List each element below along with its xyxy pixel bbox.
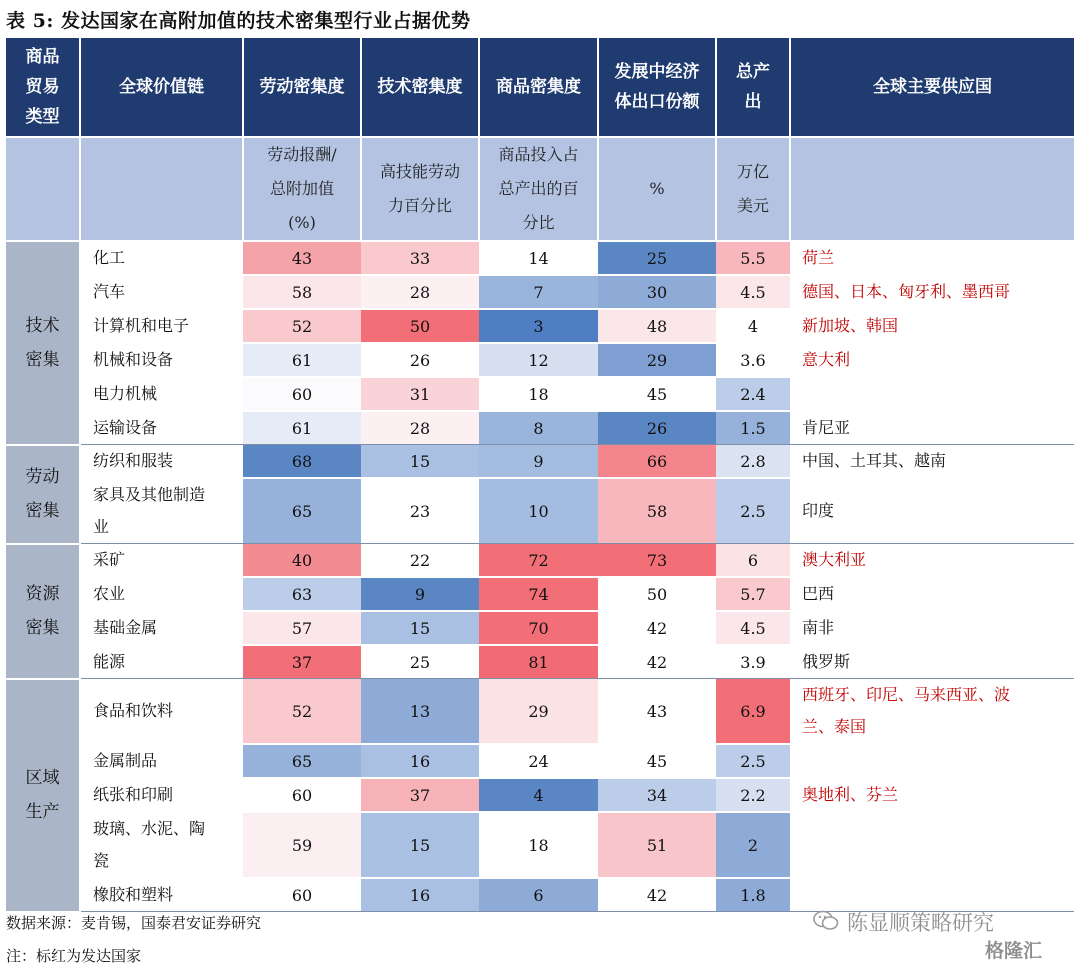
industry-cell: 能源	[80, 645, 243, 679]
labor-share-cell: 52	[243, 679, 361, 745]
labor-share-cell: 58	[243, 275, 361, 309]
export-share-cell: 73	[598, 544, 716, 578]
subheader-output-unit: 万亿 美元	[716, 137, 790, 241]
goods-share-cell: 81	[479, 645, 598, 679]
goods-share-cell: 8	[479, 411, 598, 445]
industry-cell: 食品和饮料	[80, 679, 243, 745]
industry-cell: 电力机械	[80, 377, 243, 411]
subheader-empty	[790, 137, 1074, 241]
header-main-suppliers: 全球主要供应国	[790, 38, 1074, 137]
export-share-cell: 45	[598, 744, 716, 778]
labor-share-cell: 65	[243, 478, 361, 544]
output-cell: 4.5	[716, 275, 790, 309]
goods-share-cell: 29	[479, 679, 598, 745]
goods-share-cell: 74	[479, 577, 598, 611]
goods-share-cell: 72	[479, 544, 598, 578]
output-cell: 2.5	[716, 478, 790, 544]
labor-share-cell: 65	[243, 744, 361, 778]
table-row	[6, 309, 1074, 343]
output-cell: 4.5	[716, 611, 790, 645]
export-share-cell: 42	[598, 645, 716, 679]
tech-share-cell: 25	[361, 645, 479, 679]
goods-share-cell: 24	[479, 744, 598, 778]
supplier-cell: 中国、土耳其、越南	[790, 445, 1074, 479]
goods-share-cell: 4	[479, 778, 598, 812]
table-row	[6, 478, 1074, 544]
goods-share-cell: 18	[479, 377, 598, 411]
goods-share-cell: 12	[479, 343, 598, 377]
goods-share-cell: 10	[479, 478, 598, 544]
tech-share-cell: 15	[361, 812, 479, 878]
output-cell: 1.8	[716, 878, 790, 912]
industry-cell: 金属制品	[80, 744, 243, 778]
subheader-row	[6, 137, 1074, 241]
subheader-empty	[6, 137, 80, 241]
goods-share-cell: 70	[479, 611, 598, 645]
category-cell: 资源 密集	[6, 544, 80, 679]
header-labor-intensity: 劳动密集度	[243, 38, 361, 137]
industry-cell: 玻璃、水泥、陶 瓷	[80, 812, 243, 878]
industry-cell: 机械和设备	[80, 343, 243, 377]
industry-cell: 计算机和电子	[80, 309, 243, 343]
tech-share-cell: 22	[361, 544, 479, 578]
supplier-cell: 巴西	[790, 577, 1074, 611]
watermark-text: 陈显顺策略研究	[847, 911, 994, 935]
output-cell: 6.9	[716, 679, 790, 745]
header-export-share: 发展中经济 体出口份额	[598, 38, 716, 137]
goods-share-cell: 14	[479, 241, 598, 275]
tech-share-cell: 15	[361, 611, 479, 645]
export-share-cell: 51	[598, 812, 716, 878]
tech-share-cell: 13	[361, 679, 479, 745]
table-row	[6, 812, 1074, 878]
table-row	[6, 544, 1074, 578]
industry-cell: 家具及其他制造 业	[80, 478, 243, 544]
table-row	[6, 377, 1074, 411]
supplier-cell	[790, 812, 1074, 878]
watermark-logo-text: 格隆汇	[985, 940, 1043, 962]
industry-cell: 橡胶和塑料	[80, 878, 243, 912]
goods-share-cell: 3	[479, 309, 598, 343]
supplier-cell: 德国、日本、匈牙利、墨西哥	[790, 275, 1074, 309]
output-cell: 6	[716, 544, 790, 578]
supplier-cell: 肯尼亚	[790, 411, 1074, 445]
table-row	[6, 611, 1074, 645]
header-tech-intensity: 技术密集度	[361, 38, 479, 137]
supplier-cell: 俄罗斯	[790, 645, 1074, 679]
export-share-cell: 43	[598, 679, 716, 745]
export-share-cell: 50	[598, 577, 716, 611]
header-goods-intensity: 商品密集度	[479, 38, 598, 137]
subheader-tech-unit: 高技能劳动 力百分比	[361, 137, 479, 241]
labor-share-cell: 43	[243, 241, 361, 275]
subheader-share-unit: %	[598, 137, 716, 241]
tech-share-cell: 28	[361, 275, 479, 309]
industry-cell: 采矿	[80, 544, 243, 578]
goods-share-cell: 6	[479, 878, 598, 912]
labor-share-cell: 37	[243, 645, 361, 679]
subheader-empty	[80, 137, 243, 241]
industry-cell: 纺织和服装	[80, 445, 243, 479]
output-cell: 2.5	[716, 744, 790, 778]
tech-share-cell: 31	[361, 377, 479, 411]
industry-cell: 运输设备	[80, 411, 243, 445]
labor-share-cell: 57	[243, 611, 361, 645]
supplier-cell: 南非	[790, 611, 1074, 645]
tech-share-cell: 16	[361, 744, 479, 778]
supplier-cell	[790, 377, 1074, 411]
tech-share-cell: 9	[361, 577, 479, 611]
tech-share-cell: 23	[361, 478, 479, 544]
table-row	[6, 241, 1074, 275]
output-cell: 3.9	[716, 645, 790, 679]
table-row	[6, 275, 1074, 309]
category-cell: 技术 密集	[6, 241, 80, 445]
table-row	[6, 411, 1074, 445]
table-row	[6, 679, 1074, 745]
labor-share-cell: 61	[243, 411, 361, 445]
industry-cell: 基础金属	[80, 611, 243, 645]
industry-cell: 化工	[80, 241, 243, 275]
table-body	[6, 241, 1074, 912]
labor-share-cell: 52	[243, 309, 361, 343]
export-share-cell: 58	[598, 478, 716, 544]
output-cell: 2.8	[716, 445, 790, 479]
supplier-cell: 意大利	[790, 343, 1074, 377]
output-cell: 2	[716, 812, 790, 878]
table-row	[6, 744, 1074, 778]
footnote: 注：标红为发达国家	[6, 947, 142, 965]
labor-share-cell: 40	[243, 544, 361, 578]
tech-share-cell: 37	[361, 778, 479, 812]
source-note: 数据来源：麦肯锡，国泰君安证券研究	[6, 914, 262, 932]
header-total-output: 总产 出	[716, 38, 790, 137]
export-share-cell: 34	[598, 778, 716, 812]
output-cell: 2.4	[716, 377, 790, 411]
category-cell: 劳动 密集	[6, 445, 80, 544]
labor-share-cell: 68	[243, 445, 361, 479]
header-row	[6, 38, 1074, 137]
export-share-cell: 42	[598, 611, 716, 645]
supplier-cell	[790, 744, 1074, 778]
subheader-goods-unit: 商品投入占 总产出的百 分比	[479, 137, 598, 241]
table-row	[6, 778, 1074, 812]
export-share-cell: 45	[598, 377, 716, 411]
table-row	[6, 577, 1074, 611]
export-share-cell: 29	[598, 343, 716, 377]
output-cell: 1.5	[716, 411, 790, 445]
table-row	[6, 343, 1074, 377]
goods-share-cell: 18	[479, 812, 598, 878]
data-table	[6, 38, 1074, 913]
labor-share-cell: 59	[243, 812, 361, 878]
industry-cell: 农业	[80, 577, 243, 611]
output-cell: 5.5	[716, 241, 790, 275]
export-share-cell: 30	[598, 275, 716, 309]
output-cell: 5.7	[716, 577, 790, 611]
export-share-cell: 26	[598, 411, 716, 445]
tech-share-cell: 16	[361, 878, 479, 912]
supplier-cell: 印度	[790, 478, 1074, 544]
header-value-chain: 全球价值链	[80, 38, 243, 137]
labor-share-cell: 60	[243, 878, 361, 912]
tech-share-cell: 28	[361, 411, 479, 445]
output-cell: 3.6	[716, 343, 790, 377]
table-row	[6, 445, 1074, 479]
labor-share-cell: 60	[243, 377, 361, 411]
category-cell: 区域 生产	[6, 679, 80, 912]
tech-share-cell: 26	[361, 343, 479, 377]
labor-share-cell: 60	[243, 778, 361, 812]
goods-share-cell: 9	[479, 445, 598, 479]
supplier-cell: 澳大利亚	[790, 544, 1074, 578]
header-trade-type: 商品 贸易 类型	[6, 38, 80, 137]
tech-share-cell: 50	[361, 309, 479, 343]
data-table-wrapper	[6, 38, 1074, 913]
industry-cell: 汽车	[80, 275, 243, 309]
tech-share-cell: 15	[361, 445, 479, 479]
labor-share-cell: 63	[243, 577, 361, 611]
goods-share-cell: 7	[479, 275, 598, 309]
supplier-cell: 荷兰	[790, 241, 1074, 275]
export-share-cell: 42	[598, 878, 716, 912]
subheader-labor-unit: 劳动报酬/ 总附加值 (%)	[243, 137, 361, 241]
supplier-cell: 西班牙、印尼、马来西亚、波 兰、泰国	[790, 679, 1074, 745]
table-row	[6, 645, 1074, 679]
export-share-cell: 66	[598, 445, 716, 479]
export-share-cell: 48	[598, 309, 716, 343]
supplier-cell: 奥地利、芬兰	[790, 778, 1074, 812]
labor-share-cell: 61	[243, 343, 361, 377]
export-share-cell: 25	[598, 241, 716, 275]
table-title: 表 5: 发达国家在高附加值的技术密集型行业占据优势	[6, 10, 471, 32]
output-cell: 4	[716, 309, 790, 343]
supplier-cell: 新加坡、韩国	[790, 309, 1074, 343]
output-cell: 2.2	[716, 778, 790, 812]
industry-cell: 纸张和印刷	[80, 778, 243, 812]
tech-share-cell: 33	[361, 241, 479, 275]
